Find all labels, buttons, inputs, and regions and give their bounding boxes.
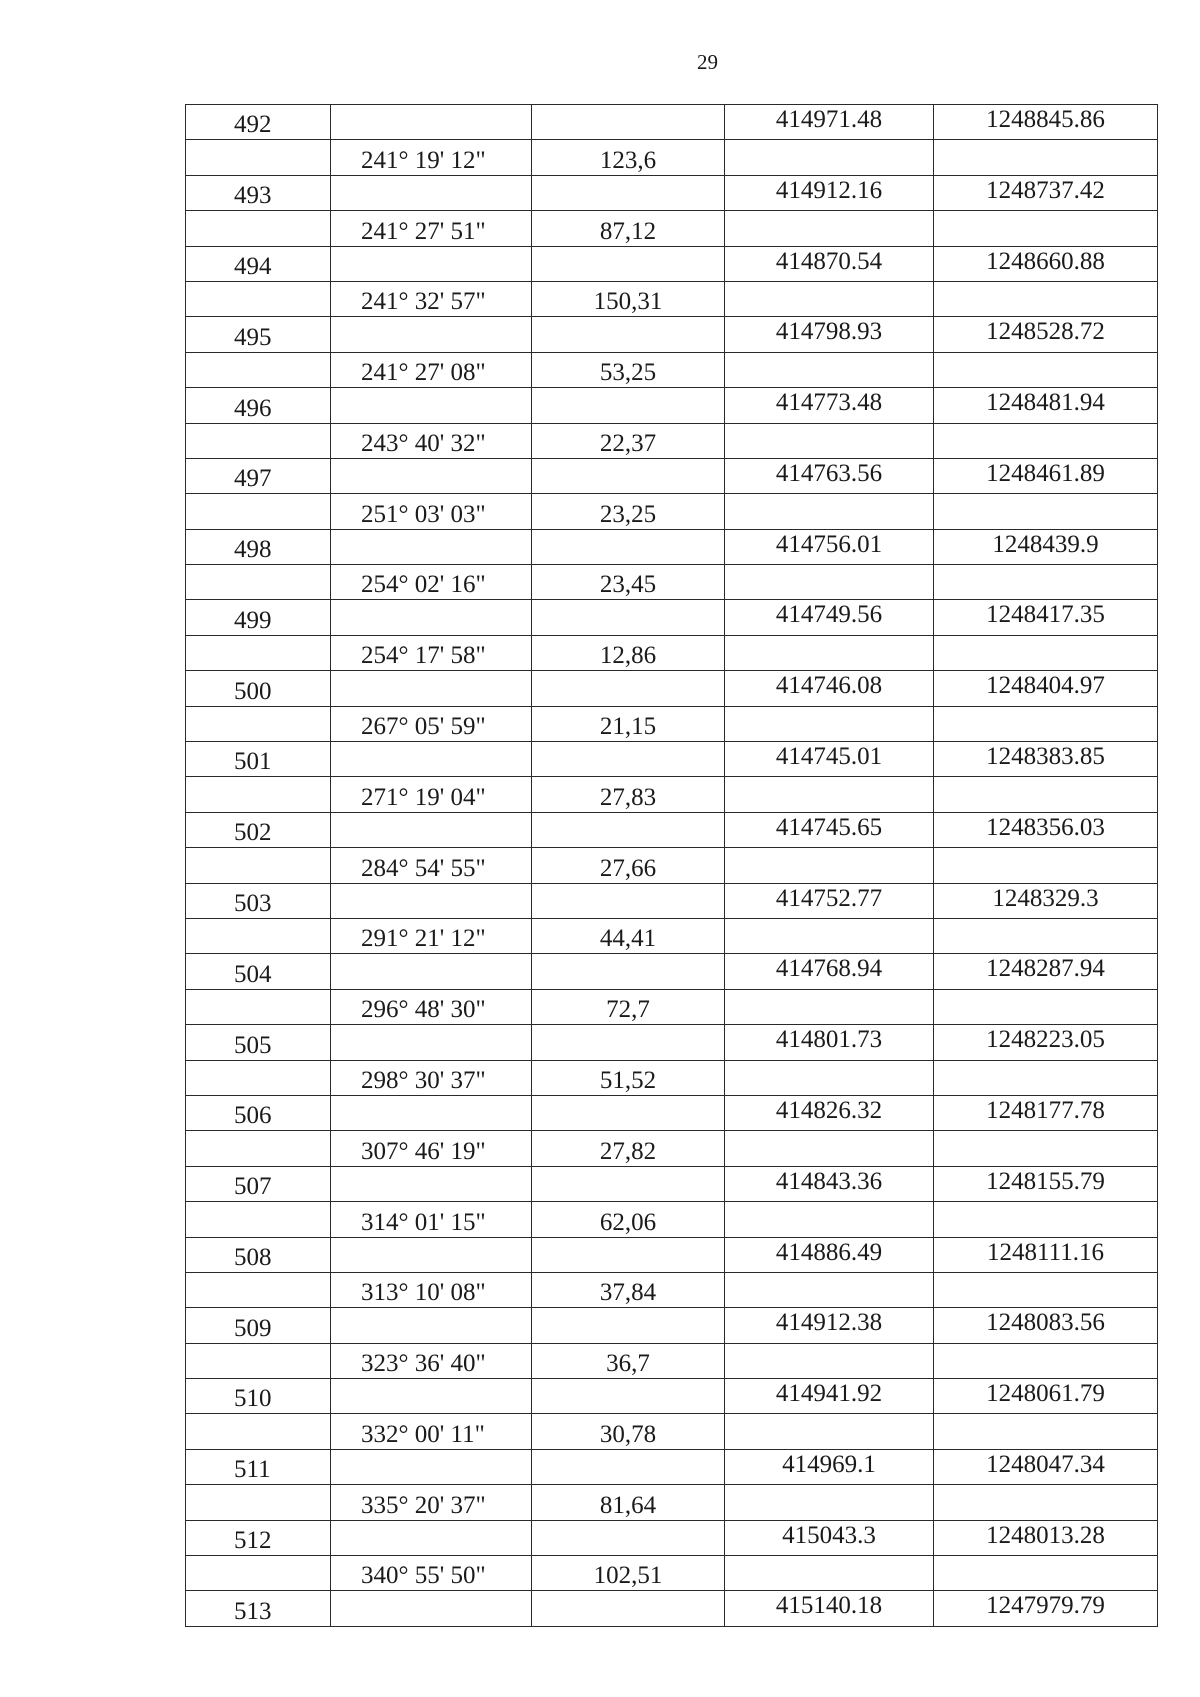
point-number-cell bbox=[186, 140, 331, 175]
x-coordinate-cell bbox=[725, 1485, 934, 1520]
bearing-angle-cell: 271° 19' 04" bbox=[331, 777, 532, 812]
distance-cell bbox=[532, 246, 725, 281]
bearing-angle-cell: 296° 48' 30" bbox=[331, 989, 532, 1024]
y-coordinate-cell bbox=[934, 777, 1158, 812]
point-number-cell: 494 bbox=[186, 246, 331, 281]
page-number: 29 bbox=[697, 50, 718, 74]
bearing-angle-cell: 298° 30' 37" bbox=[331, 1060, 532, 1095]
point-number-cell bbox=[186, 1131, 331, 1166]
y-coordinate-cell: 1248287.94 bbox=[934, 954, 1158, 989]
point-number-cell: 500 bbox=[186, 671, 331, 706]
y-coordinate-cell bbox=[934, 1202, 1158, 1237]
distance-cell bbox=[532, 742, 725, 777]
bearing-angle-cell bbox=[331, 883, 532, 918]
x-coordinate-cell: 414756.01 bbox=[725, 529, 934, 564]
table-row bbox=[186, 777, 1158, 812]
distance-cell: 87,12 bbox=[532, 211, 725, 246]
y-coordinate-cell bbox=[934, 1343, 1158, 1378]
bearing-angle-cell bbox=[331, 1095, 532, 1130]
x-coordinate-cell: 414752.77 bbox=[725, 883, 934, 918]
table-row bbox=[186, 423, 1158, 458]
bearing-angle-cell: 284° 54' 55" bbox=[331, 848, 532, 883]
bearing-angle-cell: 267° 05' 59" bbox=[331, 706, 532, 741]
y-coordinate-cell bbox=[934, 635, 1158, 670]
bearing-angle-cell bbox=[331, 1025, 532, 1060]
x-coordinate-cell bbox=[725, 423, 934, 458]
distance-cell bbox=[532, 1237, 725, 1272]
table-row bbox=[186, 246, 1158, 281]
point-number-cell bbox=[186, 1343, 331, 1378]
bearing-angle-cell: 241° 32' 57" bbox=[331, 281, 532, 316]
bearing-angle-cell: 251° 03' 03" bbox=[331, 494, 532, 529]
table-row bbox=[186, 1166, 1158, 1201]
distance-cell: 51,52 bbox=[532, 1060, 725, 1095]
bearing-angle-cell bbox=[331, 1166, 532, 1201]
y-coordinate-cell: 1248660.88 bbox=[934, 246, 1158, 281]
point-number-cell bbox=[186, 494, 331, 529]
point-number-cell bbox=[186, 1485, 331, 1520]
x-coordinate-cell: 414870.54 bbox=[725, 246, 934, 281]
distance-cell: 150,31 bbox=[532, 281, 725, 316]
distance-cell bbox=[532, 1520, 725, 1555]
bearing-angle-cell bbox=[331, 1591, 532, 1626]
point-number-cell: 513 bbox=[186, 1591, 331, 1626]
y-coordinate-cell: 1248329.3 bbox=[934, 883, 1158, 918]
distance-cell: 53,25 bbox=[532, 352, 725, 387]
table-row bbox=[186, 458, 1158, 493]
distance-cell: 44,41 bbox=[532, 918, 725, 953]
distance-cell: 23,45 bbox=[532, 565, 725, 600]
table-row bbox=[186, 671, 1158, 706]
x-coordinate-cell bbox=[725, 848, 934, 883]
bearing-angle-cell bbox=[331, 742, 532, 777]
y-coordinate-cell: 1248047.34 bbox=[934, 1449, 1158, 1484]
y-coordinate-cell: 1248083.56 bbox=[934, 1308, 1158, 1343]
distance-cell bbox=[532, 529, 725, 564]
table-row bbox=[186, 105, 1158, 140]
bearing-angle-cell bbox=[331, 1379, 532, 1414]
distance-cell: 62,06 bbox=[532, 1202, 725, 1237]
bearing-angle-cell bbox=[331, 388, 532, 423]
distance-cell bbox=[532, 317, 725, 352]
bearing-angle-cell: 241° 27' 51" bbox=[331, 211, 532, 246]
bearing-angle-cell: 323° 36' 40" bbox=[331, 1343, 532, 1378]
x-coordinate-cell: 414745.01 bbox=[725, 742, 934, 777]
distance-cell bbox=[532, 1025, 725, 1060]
y-coordinate-cell: 1248481.94 bbox=[934, 388, 1158, 423]
bearing-angle-cell bbox=[331, 317, 532, 352]
point-number-cell bbox=[186, 918, 331, 953]
distance-cell bbox=[532, 812, 725, 847]
table-row bbox=[186, 1379, 1158, 1414]
table-row bbox=[186, 494, 1158, 529]
y-coordinate-cell bbox=[934, 1485, 1158, 1520]
table-row bbox=[186, 1272, 1158, 1307]
table-row bbox=[186, 1095, 1158, 1130]
point-number-cell bbox=[186, 635, 331, 670]
table-row bbox=[186, 1202, 1158, 1237]
point-number-cell: 507 bbox=[186, 1166, 331, 1201]
point-number-cell bbox=[186, 1202, 331, 1237]
bearing-angle-cell bbox=[331, 246, 532, 281]
distance-cell: 22,37 bbox=[532, 423, 725, 458]
table-row bbox=[186, 848, 1158, 883]
x-coordinate-cell bbox=[725, 1202, 934, 1237]
distance-cell bbox=[532, 954, 725, 989]
table-row bbox=[186, 883, 1158, 918]
distance-cell: 30,78 bbox=[532, 1414, 725, 1449]
table-row bbox=[186, 352, 1158, 387]
table-row bbox=[186, 1060, 1158, 1095]
y-coordinate-cell bbox=[934, 989, 1158, 1024]
y-coordinate-cell bbox=[934, 1414, 1158, 1449]
point-number-cell: 492 bbox=[186, 105, 331, 140]
distance-cell bbox=[532, 883, 725, 918]
x-coordinate-cell bbox=[725, 281, 934, 316]
table-row bbox=[186, 1025, 1158, 1060]
point-number-cell: 512 bbox=[186, 1520, 331, 1555]
table-row bbox=[186, 565, 1158, 600]
bearing-angle-cell: 340° 55' 50" bbox=[331, 1556, 532, 1591]
table-row bbox=[186, 918, 1158, 953]
point-number-cell: 498 bbox=[186, 529, 331, 564]
point-number-cell: 508 bbox=[186, 1237, 331, 1272]
y-coordinate-cell bbox=[934, 1556, 1158, 1591]
bearing-angle-cell bbox=[331, 458, 532, 493]
y-coordinate-cell: 1247979.79 bbox=[934, 1591, 1158, 1626]
table-row bbox=[186, 635, 1158, 670]
x-coordinate-cell: 414886.49 bbox=[725, 1237, 934, 1272]
coordinates-table bbox=[185, 104, 1158, 1627]
point-number-cell bbox=[186, 989, 331, 1024]
table-row bbox=[186, 281, 1158, 316]
y-coordinate-cell: 1248439.9 bbox=[934, 529, 1158, 564]
distance-cell bbox=[532, 105, 725, 140]
point-number-cell bbox=[186, 777, 331, 812]
table-row bbox=[186, 954, 1158, 989]
distance-cell: 36,7 bbox=[532, 1343, 725, 1378]
y-coordinate-cell: 1248155.79 bbox=[934, 1166, 1158, 1201]
distance-cell: 123,6 bbox=[532, 140, 725, 175]
bearing-angle-cell bbox=[331, 671, 532, 706]
x-coordinate-cell: 414768.94 bbox=[725, 954, 934, 989]
table-row bbox=[186, 1237, 1158, 1272]
x-coordinate-cell bbox=[725, 1272, 934, 1307]
point-number-cell: 501 bbox=[186, 742, 331, 777]
x-coordinate-cell: 414969.1 bbox=[725, 1449, 934, 1484]
table-row bbox=[186, 1520, 1158, 1555]
y-coordinate-cell bbox=[934, 565, 1158, 600]
coordinates-table-body bbox=[186, 105, 1158, 1627]
point-number-cell: 493 bbox=[186, 175, 331, 210]
x-coordinate-cell bbox=[725, 352, 934, 387]
point-number-cell bbox=[186, 1272, 331, 1307]
x-coordinate-cell: 414801.73 bbox=[725, 1025, 934, 1060]
y-coordinate-cell: 1248461.89 bbox=[934, 458, 1158, 493]
table-row bbox=[186, 529, 1158, 564]
point-number-cell bbox=[186, 848, 331, 883]
y-coordinate-cell bbox=[934, 494, 1158, 529]
y-coordinate-cell bbox=[934, 211, 1158, 246]
point-number-cell bbox=[186, 706, 331, 741]
x-coordinate-cell bbox=[725, 140, 934, 175]
distance-cell bbox=[532, 175, 725, 210]
bearing-angle-cell: 241° 27' 08" bbox=[331, 352, 532, 387]
y-coordinate-cell bbox=[934, 352, 1158, 387]
point-number-cell: 509 bbox=[186, 1308, 331, 1343]
x-coordinate-cell bbox=[725, 1343, 934, 1378]
table-row bbox=[186, 388, 1158, 423]
point-number-cell: 496 bbox=[186, 388, 331, 423]
distance-cell: 102,51 bbox=[532, 1556, 725, 1591]
table-row bbox=[186, 706, 1158, 741]
distance-cell bbox=[532, 671, 725, 706]
x-coordinate-cell: 415140.18 bbox=[725, 1591, 934, 1626]
x-coordinate-cell: 414763.56 bbox=[725, 458, 934, 493]
point-number-cell bbox=[186, 211, 331, 246]
x-coordinate-cell: 415043.3 bbox=[725, 1520, 934, 1555]
x-coordinate-cell bbox=[725, 211, 934, 246]
table-row bbox=[186, 1343, 1158, 1378]
bearing-angle-cell bbox=[331, 529, 532, 564]
distance-cell bbox=[532, 388, 725, 423]
y-coordinate-cell bbox=[934, 1060, 1158, 1095]
x-coordinate-cell bbox=[725, 635, 934, 670]
y-coordinate-cell: 1248223.05 bbox=[934, 1025, 1158, 1060]
distance-cell: 12,86 bbox=[532, 635, 725, 670]
y-coordinate-cell: 1248417.35 bbox=[934, 600, 1158, 635]
point-number-cell bbox=[186, 565, 331, 600]
bearing-angle-cell: 241° 19' 12" bbox=[331, 140, 532, 175]
distance-cell: 27,82 bbox=[532, 1131, 725, 1166]
point-number-cell: 510 bbox=[186, 1379, 331, 1414]
y-coordinate-cell: 1248013.28 bbox=[934, 1520, 1158, 1555]
x-coordinate-cell: 414798.93 bbox=[725, 317, 934, 352]
y-coordinate-cell bbox=[934, 281, 1158, 316]
y-coordinate-cell: 1248177.78 bbox=[934, 1095, 1158, 1130]
distance-cell: 37,84 bbox=[532, 1272, 725, 1307]
x-coordinate-cell bbox=[725, 1131, 934, 1166]
bearing-angle-cell bbox=[331, 105, 532, 140]
y-coordinate-cell: 1248111.16 bbox=[934, 1237, 1158, 1272]
table-row bbox=[186, 175, 1158, 210]
distance-cell bbox=[532, 1379, 725, 1414]
point-number-cell: 495 bbox=[186, 317, 331, 352]
x-coordinate-cell: 414843.36 bbox=[725, 1166, 934, 1201]
y-coordinate-cell: 1248061.79 bbox=[934, 1379, 1158, 1414]
point-number-cell: 511 bbox=[186, 1449, 331, 1484]
bearing-angle-cell: 313° 10' 08" bbox=[331, 1272, 532, 1307]
point-number-cell bbox=[186, 281, 331, 316]
bearing-angle-cell: 254° 02' 16" bbox=[331, 565, 532, 600]
x-coordinate-cell bbox=[725, 1060, 934, 1095]
bearing-angle-cell: 243° 40' 32" bbox=[331, 423, 532, 458]
x-coordinate-cell bbox=[725, 989, 934, 1024]
x-coordinate-cell bbox=[725, 777, 934, 812]
distance-cell bbox=[532, 1095, 725, 1130]
bearing-angle-cell: 254° 17' 58" bbox=[331, 635, 532, 670]
point-number-cell: 499 bbox=[186, 600, 331, 635]
y-coordinate-cell bbox=[934, 706, 1158, 741]
table-row bbox=[186, 1591, 1158, 1626]
table-row bbox=[186, 600, 1158, 635]
x-coordinate-cell: 414912.38 bbox=[725, 1308, 934, 1343]
point-number-cell bbox=[186, 1414, 331, 1449]
y-coordinate-cell: 1248383.85 bbox=[934, 742, 1158, 777]
table-row bbox=[186, 1414, 1158, 1449]
point-number-cell bbox=[186, 1556, 331, 1591]
distance-cell bbox=[532, 1449, 725, 1484]
distance-cell: 27,83 bbox=[532, 777, 725, 812]
table-row bbox=[186, 1556, 1158, 1591]
y-coordinate-cell: 1248737.42 bbox=[934, 175, 1158, 210]
distance-cell: 72,7 bbox=[532, 989, 725, 1024]
table-row bbox=[186, 211, 1158, 246]
bearing-angle-cell: 307° 46' 19" bbox=[331, 1131, 532, 1166]
distance-cell bbox=[532, 458, 725, 493]
point-number-cell: 506 bbox=[186, 1095, 331, 1130]
bearing-angle-cell bbox=[331, 812, 532, 847]
bearing-angle-cell: 335° 20' 37" bbox=[331, 1485, 532, 1520]
table-row bbox=[186, 1485, 1158, 1520]
bearing-angle-cell: 314° 01' 15" bbox=[331, 1202, 532, 1237]
y-coordinate-cell bbox=[934, 1272, 1158, 1307]
bearing-angle-cell bbox=[331, 1449, 532, 1484]
y-coordinate-cell bbox=[934, 848, 1158, 883]
bearing-angle-cell bbox=[331, 175, 532, 210]
distance-cell: 27,66 bbox=[532, 848, 725, 883]
y-coordinate-cell: 1248356.03 bbox=[934, 812, 1158, 847]
y-coordinate-cell: 1248528.72 bbox=[934, 317, 1158, 352]
point-number-cell bbox=[186, 352, 331, 387]
x-coordinate-cell: 414745.65 bbox=[725, 812, 934, 847]
bearing-angle-cell bbox=[331, 1308, 532, 1343]
y-coordinate-cell bbox=[934, 918, 1158, 953]
x-coordinate-cell: 414826.32 bbox=[725, 1095, 934, 1130]
table-row bbox=[186, 1131, 1158, 1166]
bearing-angle-cell bbox=[331, 954, 532, 989]
bearing-angle-cell bbox=[331, 1237, 532, 1272]
point-number-cell: 502 bbox=[186, 812, 331, 847]
point-number-cell: 504 bbox=[186, 954, 331, 989]
distance-cell: 81,64 bbox=[532, 1485, 725, 1520]
bearing-angle-cell bbox=[331, 600, 532, 635]
distance-cell bbox=[532, 600, 725, 635]
table-row bbox=[186, 812, 1158, 847]
x-coordinate-cell: 414773.48 bbox=[725, 388, 934, 423]
y-coordinate-cell: 1248845.86 bbox=[934, 105, 1158, 140]
table-row bbox=[186, 317, 1158, 352]
x-coordinate-cell: 414912.16 bbox=[725, 175, 934, 210]
x-coordinate-cell bbox=[725, 1556, 934, 1591]
table-row bbox=[186, 140, 1158, 175]
y-coordinate-cell bbox=[934, 423, 1158, 458]
x-coordinate-cell bbox=[725, 706, 934, 741]
table-row bbox=[186, 1308, 1158, 1343]
x-coordinate-cell: 414941.92 bbox=[725, 1379, 934, 1414]
distance-cell bbox=[532, 1166, 725, 1201]
bearing-angle-cell: 291° 21' 12" bbox=[331, 918, 532, 953]
x-coordinate-cell: 414971.48 bbox=[725, 105, 934, 140]
table-row bbox=[186, 742, 1158, 777]
point-number-cell bbox=[186, 423, 331, 458]
table-row bbox=[186, 989, 1158, 1024]
distance-cell: 23,25 bbox=[532, 494, 725, 529]
bearing-angle-cell bbox=[331, 1520, 532, 1555]
distance-cell bbox=[532, 1591, 725, 1626]
y-coordinate-cell bbox=[934, 140, 1158, 175]
x-coordinate-cell: 414746.08 bbox=[725, 671, 934, 706]
point-number-cell: 497 bbox=[186, 458, 331, 493]
distance-cell bbox=[532, 1308, 725, 1343]
table-row bbox=[186, 1449, 1158, 1484]
x-coordinate-cell bbox=[725, 918, 934, 953]
y-coordinate-cell bbox=[934, 1131, 1158, 1166]
x-coordinate-cell bbox=[725, 565, 934, 600]
point-number-cell: 503 bbox=[186, 883, 331, 918]
x-coordinate-cell bbox=[725, 1414, 934, 1449]
bearing-angle-cell: 332° 00' 11" bbox=[331, 1414, 532, 1449]
distance-cell: 21,15 bbox=[532, 706, 725, 741]
point-number-cell: 505 bbox=[186, 1025, 331, 1060]
x-coordinate-cell: 414749.56 bbox=[725, 600, 934, 635]
point-number-cell bbox=[186, 1060, 331, 1095]
x-coordinate-cell bbox=[725, 494, 934, 529]
y-coordinate-cell: 1248404.97 bbox=[934, 671, 1158, 706]
